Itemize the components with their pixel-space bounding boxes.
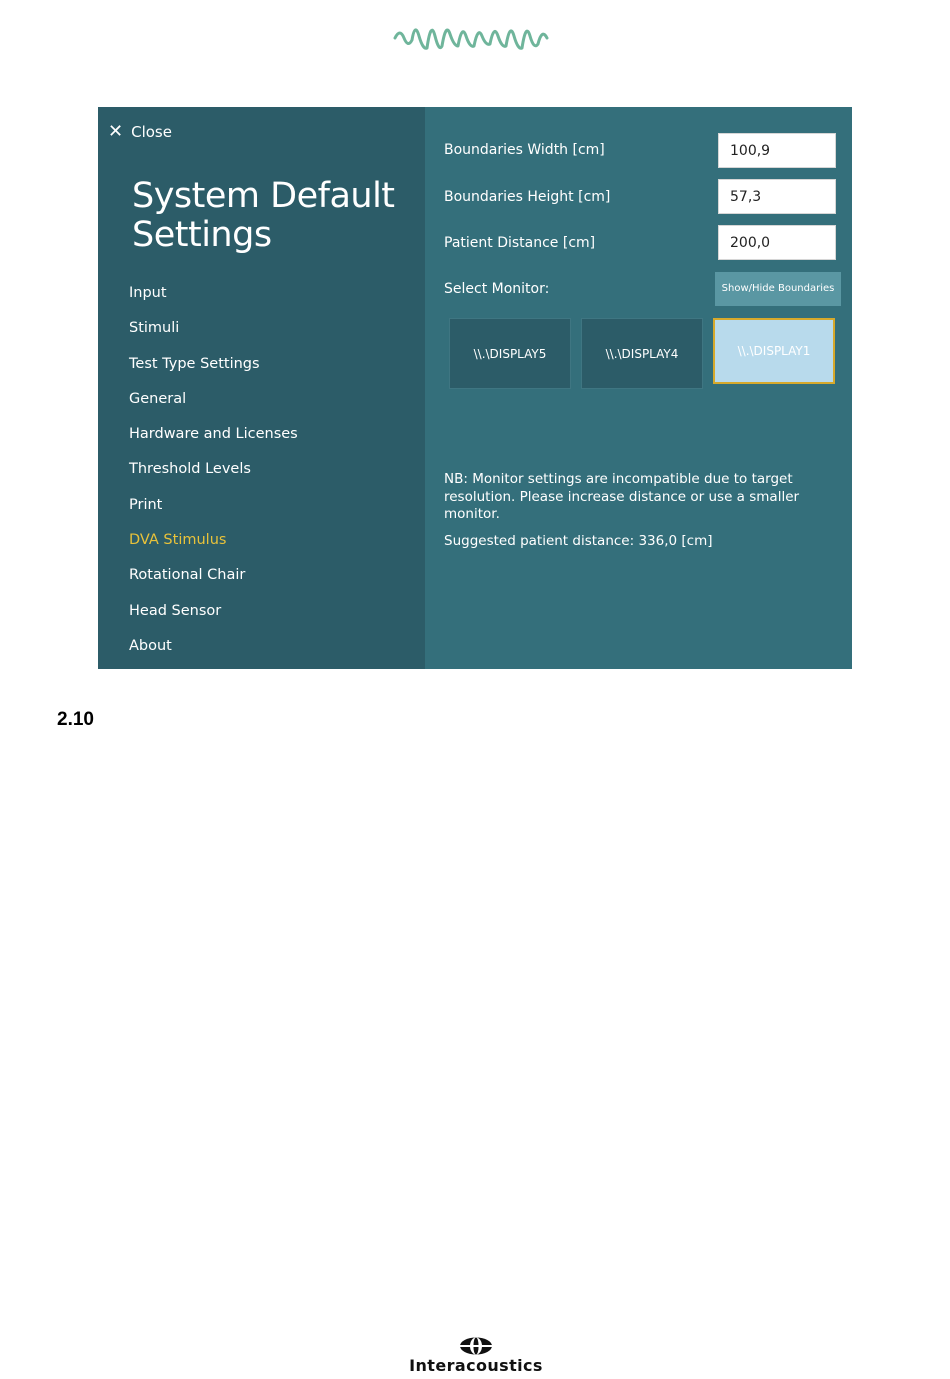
settings-dialog [98,107,852,669]
patient-distance-input[interactable]: 200,0 [718,225,836,260]
select-monitor-label: Select Monitor: [444,281,550,297]
section-number: 2.10 [57,709,94,730]
suggested-distance-text: Suggested patient distance: 336,0 [cm] [444,533,713,549]
boundaries-width-label: Boundaries Width [cm] [444,142,605,158]
monitor-display5-button[interactable]: \\.\DISPLAY5 [449,318,571,389]
monitor-warning-text: NB: Monitor settings are incompatible due to target resolution. Please increase distance or use a smaller monitor. [444,471,800,522]
nav-item-rotational-chair[interactable]: Rotational Chair [129,567,246,584]
close-icon: ✕ [108,121,124,142]
nav-item-test-type-settings[interactable]: Test Type Settings [129,355,260,372]
boundaries-width-input[interactable]: 100,9 [718,133,836,168]
boundaries-height-label: Boundaries Height [cm] [444,189,611,205]
brand-name: Interacoustics [409,1356,543,1375]
settings-nav [129,279,298,667]
footer-brand [400,1336,552,1375]
close-button[interactable] [108,123,172,141]
nav-item-input[interactable]: Input [129,285,167,301]
boundaries-height-input[interactable]: 57,3 [718,179,836,214]
show-hide-boundaries-button[interactable]: Show/Hide Boundaries [715,272,841,306]
page-title: System Default Settings [132,176,395,255]
settings-sidebar [98,107,425,669]
nav-item-hardware-licenses[interactable]: Hardware and Licenses [129,426,298,443]
nav-item-general[interactable]: General [129,390,187,407]
nav-item-about[interactable]: About [129,637,172,654]
nav-item-dva-stimulus[interactable]: DVA Stimulus [129,532,227,549]
interacoustics-logo-icon [458,1336,494,1356]
monitor-display1-button[interactable]: \\.\DISPLAY1 [713,318,835,384]
waveform-logo-icon [392,18,552,54]
nav-item-threshold-levels[interactable]: Threshold Levels [129,461,251,478]
nav-item-head-sensor[interactable]: Head Sensor [129,602,222,619]
patient-distance-label: Patient Distance [cm] [444,235,596,251]
nav-item-stimuli[interactable]: Stimuli [129,320,180,337]
nav-item-print[interactable]: Print [129,496,163,513]
close-label: Close [131,123,172,141]
monitor-display4-button[interactable]: \\.\DISPLAY4 [581,318,703,389]
